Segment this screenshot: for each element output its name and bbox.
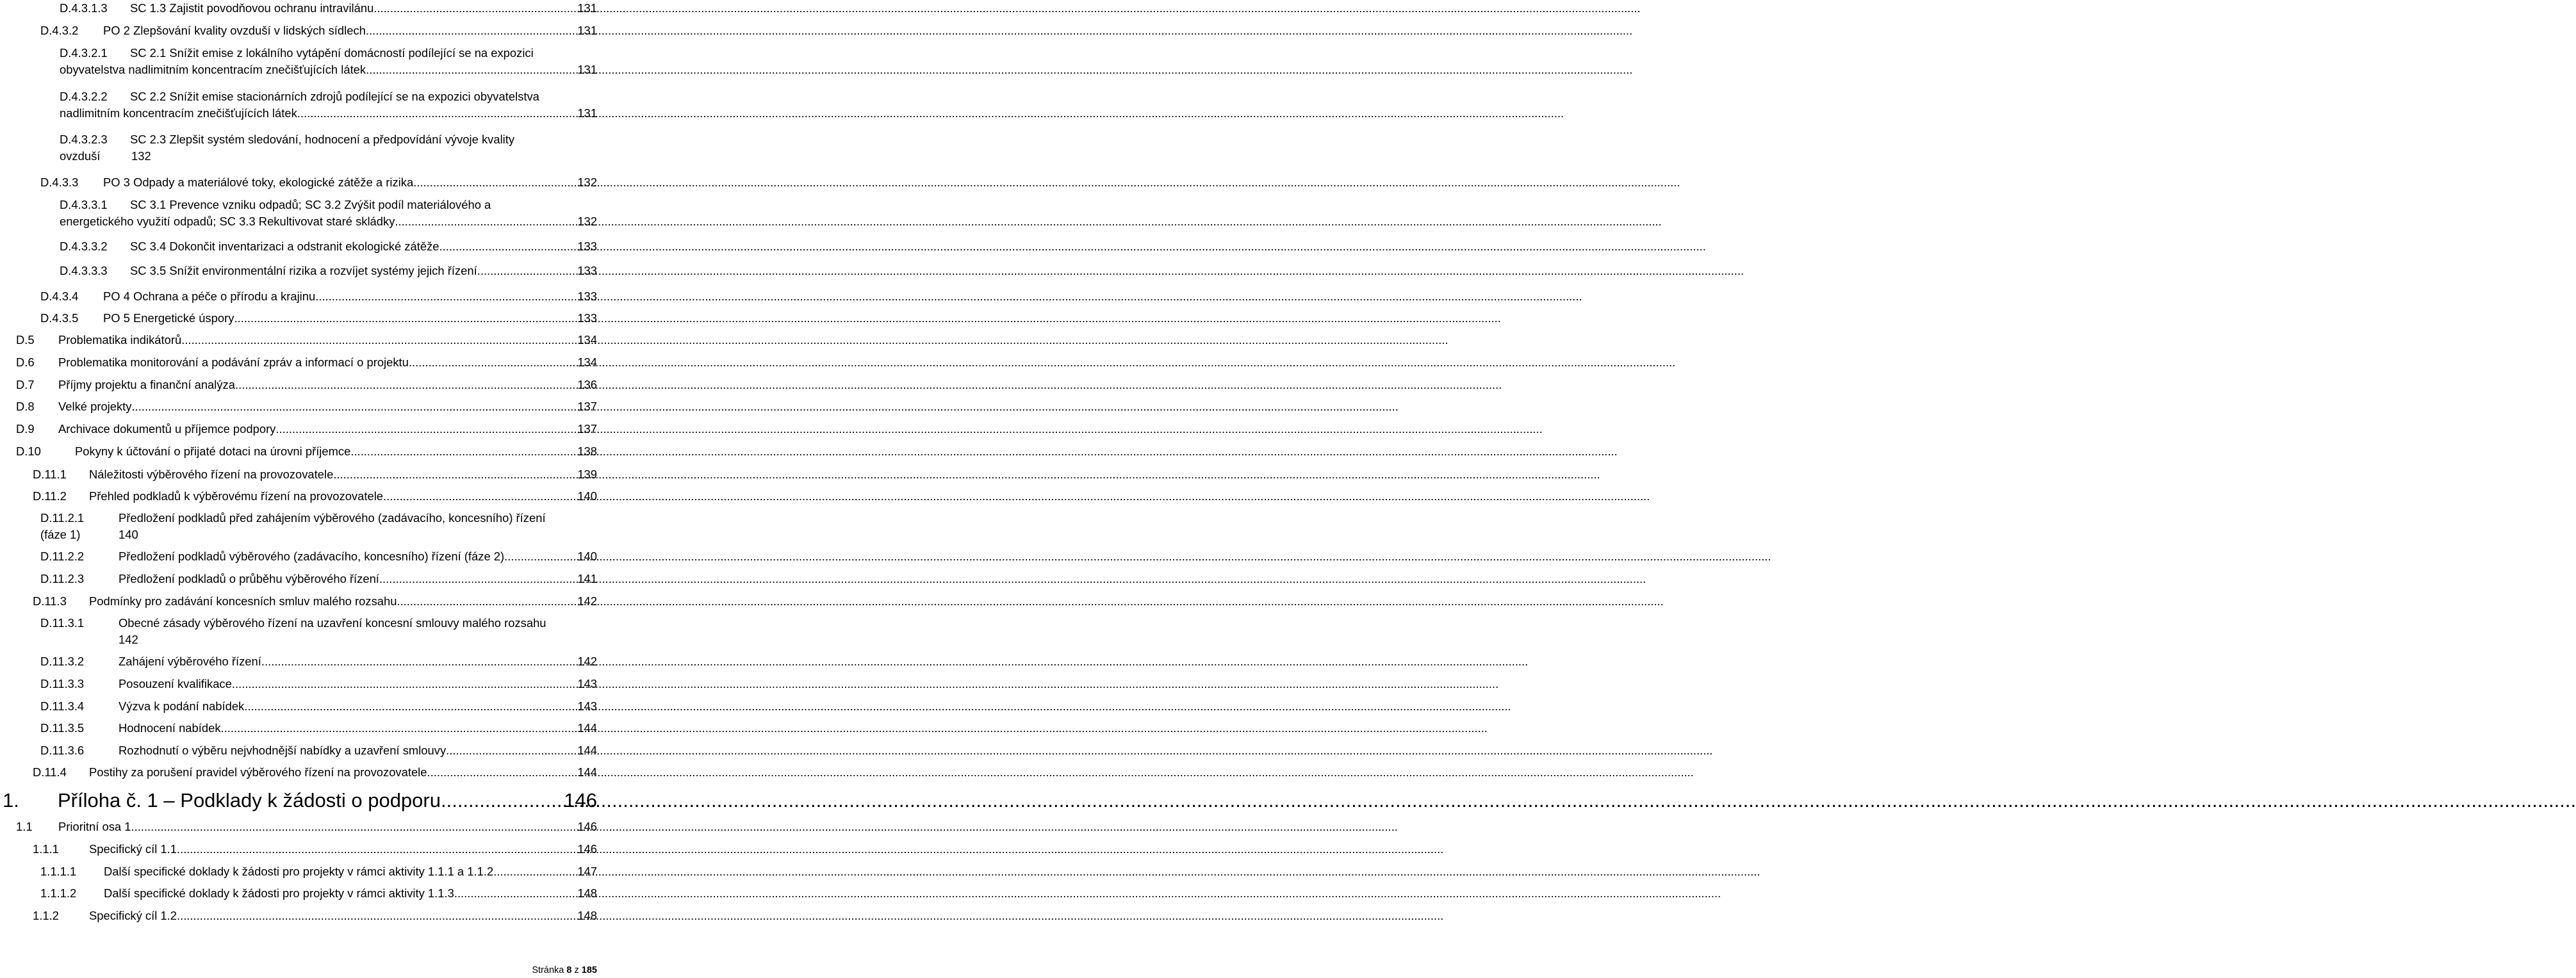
- footer-page-label: Stránka: [532, 965, 564, 975]
- toc-entry-page: 146: [564, 789, 597, 811]
- toc-entry-number: D.11.4: [33, 765, 67, 779]
- toc-leader-dots: [232, 676, 576, 692]
- toc-leader-dots: [181, 332, 576, 348]
- toc-entry[interactable]: [40, 698, 597, 715]
- toc-entry-title: Předložení podkladů před zahájením výběrového (zadávacího, koncesního) řízení: [119, 511, 546, 525]
- toc-entry-page: 144: [577, 744, 597, 757]
- toc-leader-dots: [131, 819, 576, 835]
- toc-entry-page: 137: [577, 422, 597, 436]
- toc-entry[interactable]: [40, 288, 597, 305]
- toc-entry-title: Prioritní osa 1: [58, 820, 131, 833]
- toc-entry-title: PO 3 Odpady a materiálové toky, ekologické zátěže a rizika: [103, 175, 414, 189]
- toc-leader-dots: [275, 421, 576, 437]
- toc-entry-page: 144: [577, 765, 597, 779]
- toc-entry-title-continued: energetického využití odpadů; SC 3.3 Rekultivovat staré skládky: [60, 215, 395, 228]
- footer-current-page: 8: [566, 965, 572, 975]
- toc-entry[interactable]: [60, 131, 597, 165]
- toc-entry-title: PO 5 Energetické úspory: [103, 311, 234, 325]
- toc-entry-number: D.4.3.2.1: [60, 46, 108, 60]
- toc-entry-number: 1.1.2: [33, 909, 59, 922]
- toc-entry[interactable]: [33, 908, 597, 924]
- toc-entry-heading[interactable]: [3, 788, 597, 813]
- toc-entry-title: Další specifické doklady k žádosti pro projekty v rámci aktivity 1.1.3: [104, 886, 454, 900]
- toc-entry-title: Problematika monitorování a podávání zpráv a informací o projektu: [58, 355, 409, 369]
- toc-entry-number: D.11.3.5: [40, 721, 85, 735]
- toc-leader-dots: [477, 263, 577, 279]
- toc-entry-title: SC 2.3 Zlepšit systém sledování, hodnocení a předpovídání vývoje kvality: [130, 133, 515, 146]
- toc-entry-number: 1.1.1.1: [40, 865, 77, 878]
- toc-entry-page: 131: [577, 106, 597, 120]
- toc-entry-title: Předložení podkladů výběrového (zadávacího, koncesního) řízení (fáze 2): [119, 550, 505, 563]
- toc-entry-number: D.4.3.3.1: [60, 198, 108, 211]
- toc-entry-number: 1.: [3, 789, 19, 811]
- toc-entry-page: 133: [577, 289, 597, 303]
- toc-entry-number: D.4.3.5: [40, 311, 79, 325]
- toc-entry-title: Obecné zásady výběrového řízení na uzavření koncesní smlouvy malého rozsahu: [119, 616, 546, 630]
- toc-entry[interactable]: [40, 571, 597, 587]
- toc-leader-dots: [439, 238, 577, 255]
- toc-entry[interactable]: [40, 548, 597, 565]
- toc-entry-number: D.11.2.3: [40, 572, 85, 585]
- toc-entry-number: D.11.3.2: [40, 655, 85, 668]
- toc-leader-dots: [234, 310, 576, 327]
- toc-leader-dots: [235, 377, 576, 393]
- toc-leader-dots: [397, 593, 576, 610]
- toc-entry-title: Další specifické doklady k žádosti pro projekty v rámci aktivity 1.1.1 a 1.1.2: [104, 865, 494, 878]
- toc-leader-dots: [413, 174, 576, 191]
- toc-entry-number: D.6: [16, 355, 35, 369]
- toc-entry[interactable]: [33, 764, 597, 781]
- toc-entry[interactable]: [60, 88, 597, 122]
- toc-entry-page: 136: [577, 378, 597, 391]
- toc-entry-page: 148: [577, 909, 597, 922]
- toc-entry-title: Hodnocení nabídek: [119, 721, 221, 735]
- toc-entry-number: D.11.3.1: [40, 616, 85, 630]
- page-footer: [532, 964, 597, 977]
- toc-entry-title: Náležitosti výběrového řízení na provozovatele: [89, 468, 334, 481]
- toc-entry[interactable]: [40, 742, 597, 759]
- toc-entry-page: 143: [577, 677, 597, 690]
- table-of-contents: [0, 0, 615, 978]
- toc-entry-number: D.11.3.4: [40, 699, 85, 713]
- footer-total-pages: 185: [581, 965, 597, 975]
- toc-entry[interactable]: [40, 174, 597, 191]
- toc-entry[interactable]: [33, 593, 597, 610]
- toc-entry-page: 140: [577, 489, 597, 503]
- toc-entry-number: D.11.3: [33, 594, 67, 608]
- toc-entry-page: 146: [577, 842, 597, 856]
- toc-entry-number: D.4.3.2.3: [60, 133, 108, 146]
- toc-entry-title: SC 1.3 Zajistit povodňovou ochranu intravilánu: [130, 1, 374, 15]
- toc-entry-title: Výzva k podání nabídek: [119, 699, 245, 713]
- toc-entry-title: PO 2 Zlepšování kvality ovzduší v lidských sídlech: [103, 24, 366, 37]
- toc-entry-page: 140: [577, 550, 597, 563]
- toc-leader-dots: [493, 863, 576, 880]
- toc-entry-page: 148: [577, 886, 597, 900]
- toc-entry-number: 1.1.1: [33, 842, 59, 856]
- toc-entry[interactable]: [16, 332, 597, 348]
- toc-entry-title: Příloha č. 1 – Podklady k žádosti o podporu: [58, 789, 441, 811]
- toc-entry-number-continued: (fáze 1): [40, 528, 81, 541]
- toc-entry-title: Zahájení výběrového řízení: [119, 655, 261, 668]
- toc-entry[interactable]: [40, 510, 597, 543]
- toc-leader-dots: [409, 354, 576, 371]
- toc-entry-page: 142: [577, 655, 597, 668]
- toc-leader-dots: [383, 488, 576, 505]
- toc-entry[interactable]: [33, 488, 597, 505]
- toc-entry-title: Podmínky pro zadávání koncesních smluv malého rozsahu: [89, 594, 397, 608]
- toc-entry-page: 131: [577, 24, 597, 37]
- toc-entry-number: D.4.3.3.2: [60, 240, 108, 253]
- toc-entry-page: 131: [577, 63, 597, 76]
- toc-entry-title: SC 3.1 Prevence vzniku odpadů; SC 3.2 Zvýšit podíl materiálového a: [130, 198, 491, 211]
- toc-entry[interactable]: [16, 377, 597, 393]
- toc-entry-number: D.11.1: [33, 468, 67, 481]
- toc-entry-number: D.11.2: [33, 489, 67, 503]
- toc-entry-page: 131: [577, 1, 597, 15]
- toc-entry[interactable]: [40, 653, 597, 670]
- toc-entry-title: Pokyny k účtování o přijaté dotaci na úrovni příjemce: [75, 444, 351, 458]
- toc-entry-page: 142: [119, 633, 138, 646]
- toc-leader-dots: [315, 288, 576, 305]
- toc-leader-dots: [132, 398, 577, 415]
- toc-leader-dots: [454, 885, 576, 902]
- toc-entry-number: D.11.2.1: [40, 511, 85, 525]
- toc-entry-page: 141: [577, 572, 597, 585]
- toc-entry-title: SC 3.4 Dokončit inventarizaci a odstranit ekologické zátěže: [130, 240, 439, 253]
- toc-leader-dots: [446, 742, 576, 759]
- toc-entry-title: PO 4 Ochrana a péče o přírodu a krajinu: [103, 289, 316, 303]
- toc-entry[interactable]: [40, 676, 597, 692]
- toc-entry-title: Předložení podkladů o průběhu výběrového řízení: [119, 572, 379, 585]
- toc-entry-page: 134: [577, 333, 597, 346]
- toc-entry[interactable]: [16, 421, 597, 437]
- toc-leader-dots: [177, 908, 576, 924]
- toc-entry-title: Posouzení kvalifikace: [119, 677, 232, 690]
- toc-entry-page: 142: [577, 594, 597, 608]
- toc-entry-title: SC 3.5 Snížit environmentální rizika a rozvíjet systémy jejich řízení: [130, 264, 477, 277]
- toc-entry-page: 133: [577, 311, 597, 325]
- toc-entry-number: 1.1.1.2: [40, 886, 77, 900]
- toc-leader-dots: [297, 105, 577, 122]
- toc-leader-dots: [244, 698, 576, 715]
- toc-entry-title: SC 2.2 Snížit emise stacionárních zdrojů podílející se na expozici obyvatelstva: [130, 90, 539, 103]
- toc-entry-number: D.7: [16, 378, 35, 391]
- toc-entry-page: 140: [119, 528, 138, 541]
- toc-entry[interactable]: [60, 263, 597, 279]
- toc-entry[interactable]: [16, 398, 597, 415]
- toc-entry-title-continued: nadlimitním koncentracím znečišťujících látek: [60, 106, 297, 120]
- toc-entry[interactable]: [40, 863, 597, 880]
- toc-entry-page: 133: [577, 264, 597, 277]
- toc-entry-title: Archivace dokumentů u příjemce podpory: [58, 422, 276, 436]
- toc-entry-title: Specifický cíl 1.2: [89, 909, 177, 922]
- toc-entry-title: Příjmy projektu a finanční analýza: [58, 378, 235, 391]
- toc-entry-title-continued: obyvatelstva nadlimitním koncentracím znečišťujících látek: [60, 63, 366, 76]
- toc-entry[interactable]: [60, 197, 597, 230]
- toc-leader-dots: [333, 466, 576, 483]
- toc-entry[interactable]: [40, 720, 597, 737]
- toc-entry-number: D.10: [16, 444, 41, 458]
- toc-leader-dots: [441, 788, 562, 813]
- toc-entry-number: D.4.3.2: [40, 24, 79, 37]
- toc-entry-page: 132: [577, 215, 597, 228]
- toc-entry-number: 1.1: [16, 820, 33, 833]
- toc-leader-dots: [366, 61, 576, 78]
- toc-entry-number: D.4.3.2.2: [60, 90, 108, 103]
- toc-entry-number: D.4.3.3.3: [60, 264, 108, 277]
- toc-leader-dots: [350, 443, 576, 460]
- toc-entry-page: 144: [577, 721, 597, 735]
- toc-entry[interactable]: [33, 466, 597, 483]
- toc-entry-number: D.11.2.2: [40, 550, 85, 563]
- toc-leader-dots: [177, 841, 576, 858]
- toc-entry-title: Přehled podkladů k výběrovému řízení na provozovatele: [89, 489, 384, 503]
- toc-entry-number: D.9: [16, 422, 35, 436]
- toc-leader-dots: [366, 22, 576, 39]
- toc-entry-page: 132: [577, 175, 597, 189]
- toc-entry[interactable]: [40, 615, 597, 648]
- toc-entry-number: D.8: [16, 400, 35, 413]
- toc-entry[interactable]: [40, 310, 597, 327]
- toc-entry-number: D.5: [16, 333, 35, 346]
- toc-entry-page: 132: [131, 149, 151, 163]
- toc-entry-title: SC 2.1 Snížit emise z lokálního vytápění domácností podílející se na expozici: [130, 46, 534, 60]
- toc-entry-title: Rozhodnutí o výběru nejvhodnější nabídky a uzavření smlouvy: [119, 744, 447, 757]
- toc-entry[interactable]: [33, 841, 597, 858]
- toc-entry-number: D.11.3.3: [40, 677, 85, 690]
- toc-entry[interactable]: [60, 238, 597, 255]
- toc-entry[interactable]: [16, 819, 597, 835]
- toc-entry-title: Problematika indikátorů: [58, 333, 182, 346]
- toc-leader-dots: [427, 764, 577, 781]
- toc-entry-page: 133: [577, 240, 597, 253]
- toc-entry-title: Postihy za porušení pravidel výběrového řízení na provozovatele: [89, 765, 427, 779]
- toc-entry-page: 134: [577, 355, 597, 369]
- toc-entry[interactable]: [16, 354, 597, 371]
- toc-entry[interactable]: [40, 885, 597, 902]
- toc-entry-page: 146: [577, 820, 597, 833]
- toc-leader-dots: [379, 571, 576, 587]
- toc-entry[interactable]: [60, 45, 597, 78]
- toc-leader-dots: [373, 0, 576, 17]
- toc-entry[interactable]: [60, 0, 597, 17]
- toc-entry[interactable]: [40, 22, 597, 39]
- toc-leader-dots: [221, 720, 577, 737]
- footer-separator: z: [574, 965, 579, 975]
- toc-entry-title: Specifický cíl 1.1: [89, 842, 177, 856]
- toc-leader-dots: [504, 548, 576, 565]
- toc-entry-title-continued: ovzduší: [60, 149, 101, 163]
- toc-entry-page: 138: [577, 444, 597, 458]
- toc-entry-page: 143: [577, 699, 597, 713]
- toc-entry-title: Velké projekty: [58, 400, 132, 413]
- toc-entry-number: D.4.3.3: [40, 175, 79, 189]
- toc-leader-dots: [395, 213, 576, 230]
- toc-entry-number: D.4.3.4: [40, 289, 79, 303]
- toc-entry-page: 139: [577, 468, 597, 481]
- toc-entry-page: 147: [577, 865, 597, 878]
- toc-entry-number: D.11.3.6: [40, 744, 85, 757]
- toc-entry[interactable]: [16, 443, 597, 460]
- toc-leader-dots: [261, 653, 576, 670]
- toc-entry-page: 137: [577, 400, 597, 413]
- toc-entry-number: D.4.3.1.3: [60, 1, 108, 15]
